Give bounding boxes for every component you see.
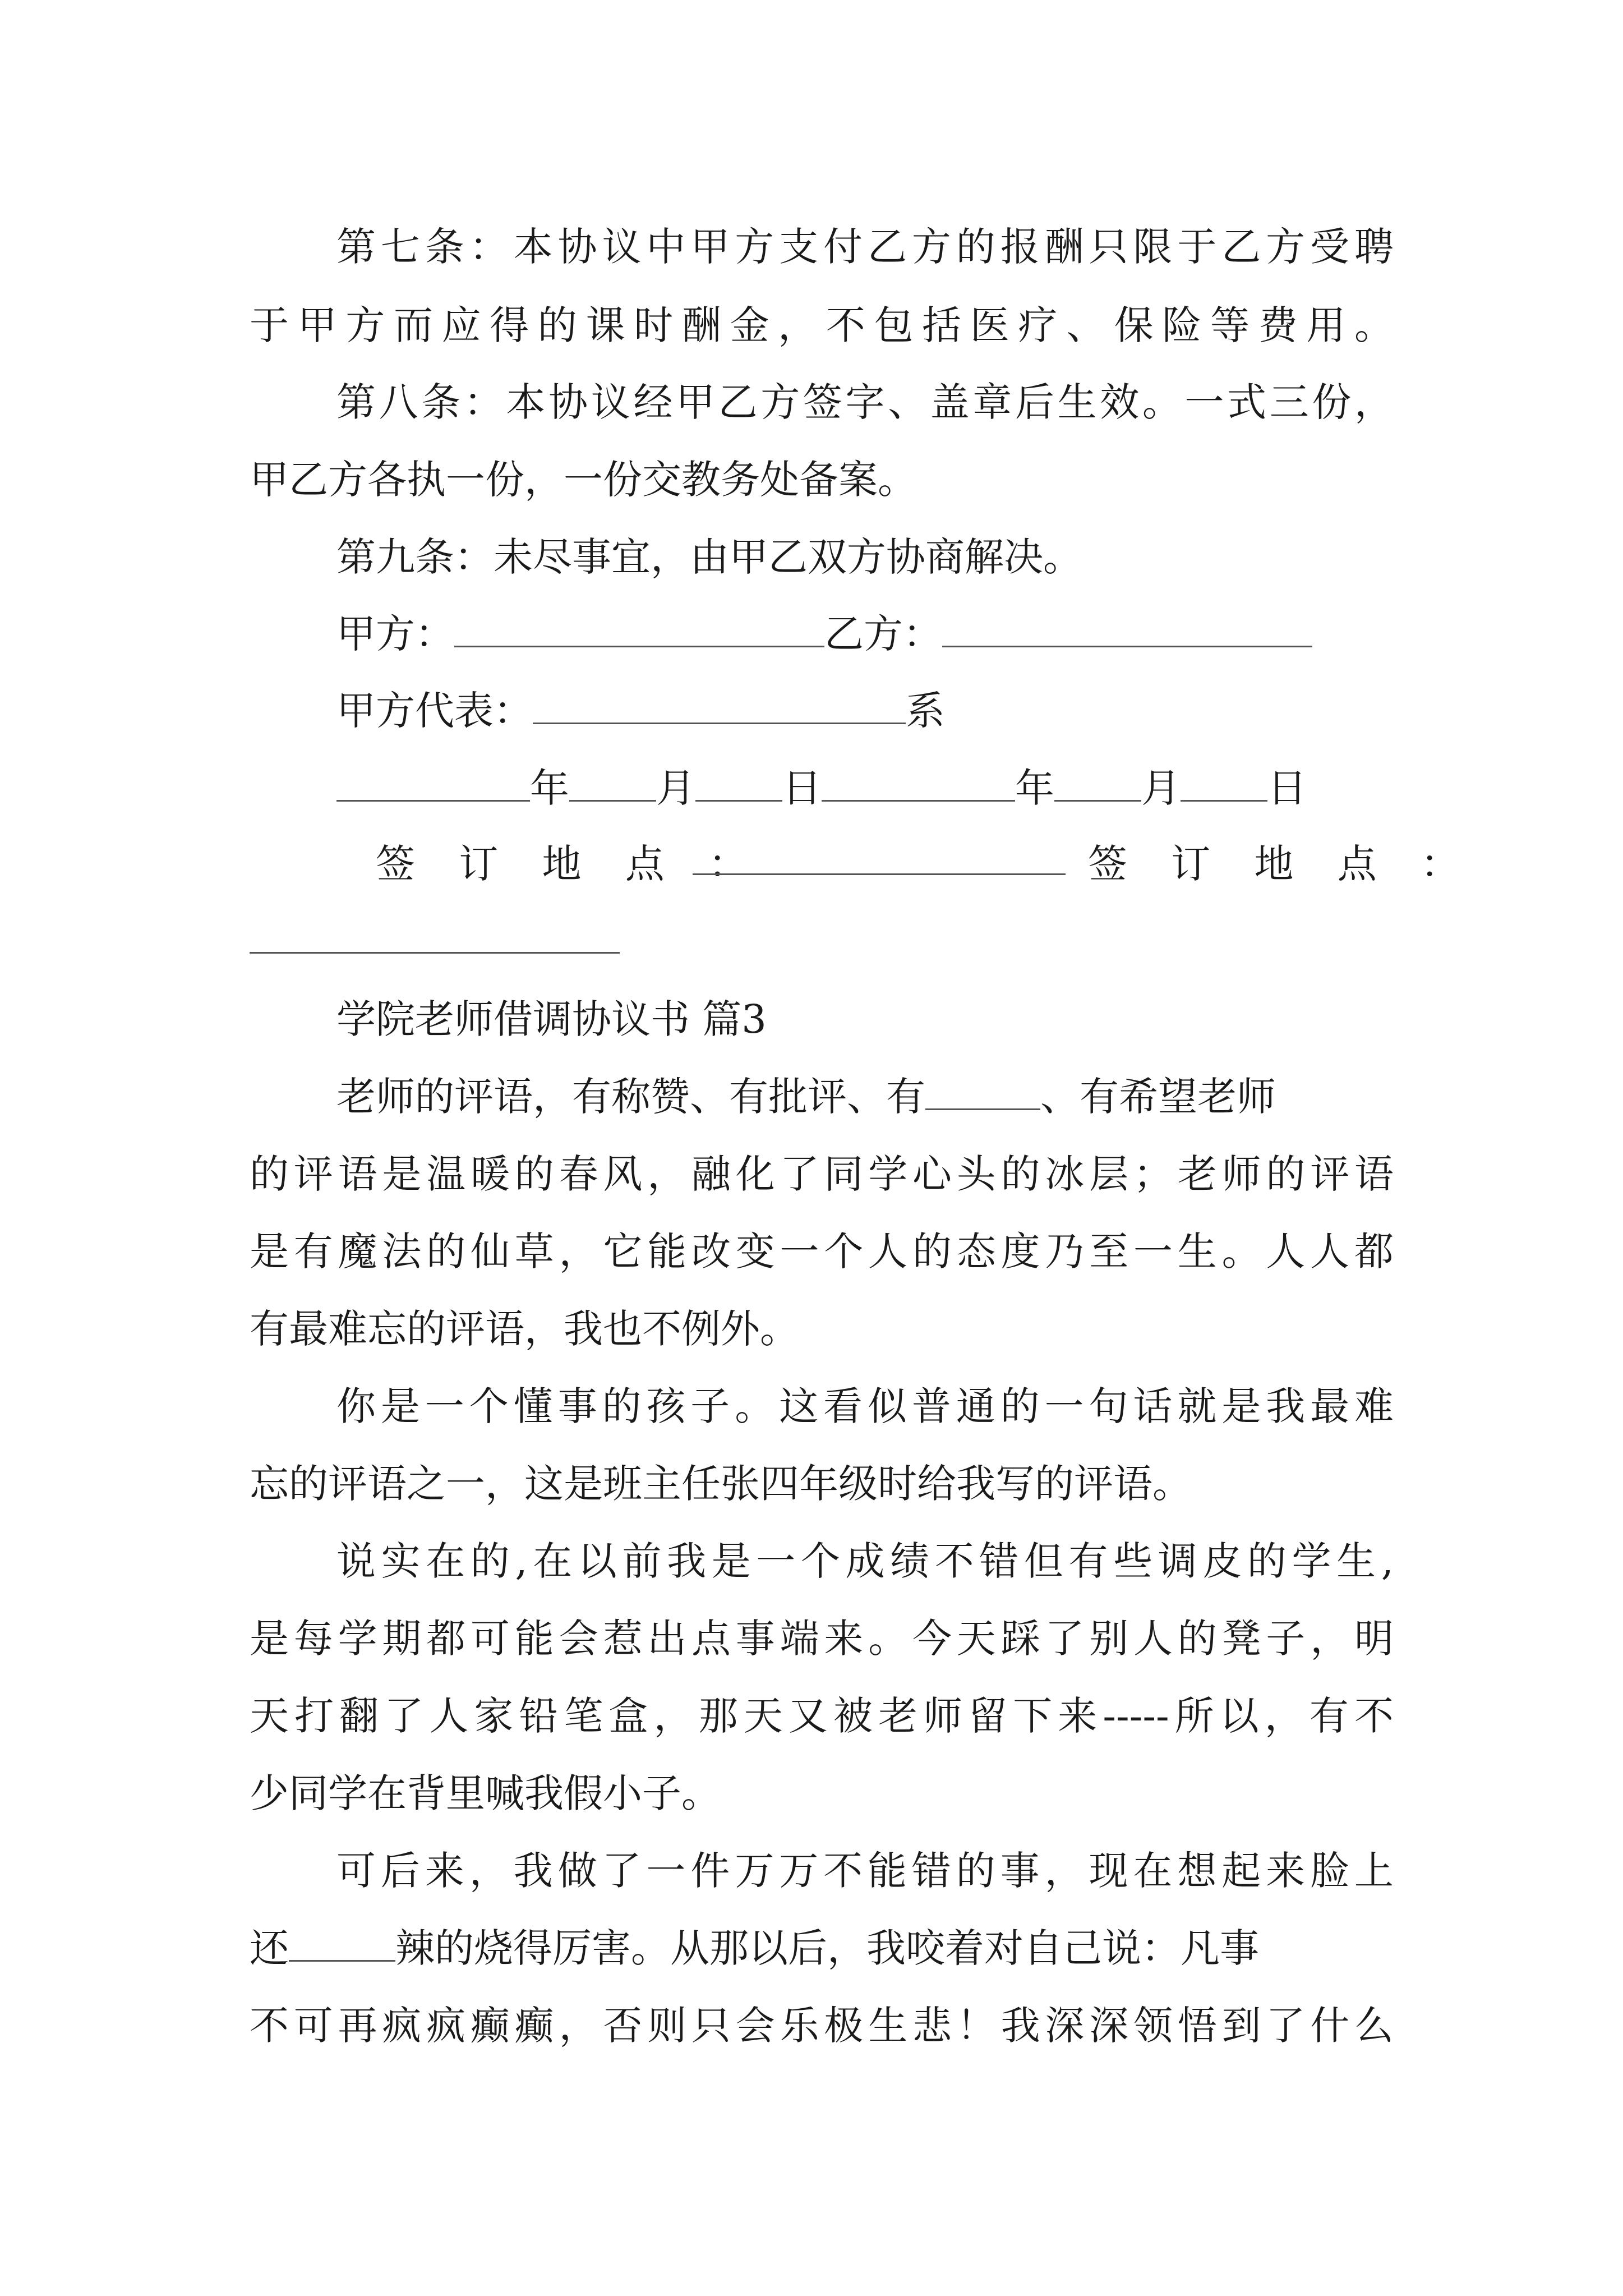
signing-place-a-label: 签 订 地 点 ： bbox=[376, 841, 764, 887]
para-4-blank bbox=[289, 1929, 395, 1962]
party-a-label: 甲方： bbox=[336, 611, 454, 657]
signing-place-a-blank bbox=[693, 873, 1066, 875]
date-b-month-blank bbox=[1054, 769, 1141, 802]
date-a-day: 日 bbox=[782, 765, 822, 811]
para-1-line-1-text-a: 老师的评语，有称赞、有批评、有 bbox=[336, 1074, 925, 1120]
para-3-line-1: 说实在的,在以前我是一个成绩不错但有些调皮的学生, bbox=[336, 1538, 1394, 1584]
party-b-label: 乙方： bbox=[824, 611, 942, 657]
representative-label: 甲方代表： bbox=[336, 688, 533, 734]
date-line bbox=[336, 765, 1307, 811]
para-4-line-2-text-a: 还 bbox=[250, 1925, 289, 1971]
date-a-year: 年 bbox=[530, 765, 569, 811]
para-1-line-1 bbox=[336, 1074, 1276, 1120]
date-b-year-blank bbox=[822, 769, 1015, 802]
para-4-line-2 bbox=[250, 1925, 1259, 1971]
date-b-day-blank bbox=[1181, 769, 1267, 802]
para-2-line-2: 忘的评语之一，这是班主任张四年级时给我写的评语。 bbox=[250, 1461, 1192, 1507]
signing-place-b-blank bbox=[250, 952, 620, 954]
date-a-month: 月 bbox=[656, 765, 695, 811]
date-b-day: 日 bbox=[1267, 765, 1307, 811]
representative-suffix: 系 bbox=[906, 688, 945, 734]
para-3-line-3: 天打翻了人家铅笔盒，那天又被老师留下来-----所以，有不 bbox=[250, 1693, 1394, 1739]
date-b-year: 年 bbox=[1015, 765, 1054, 811]
para-4-line-2-text-b: 辣的烧得厉害。从那以后，我咬着对自己说：凡事 bbox=[395, 1925, 1259, 1971]
representative-line bbox=[336, 688, 945, 734]
signing-place-b-label: 签 订 地 点 ： bbox=[1088, 841, 1476, 887]
article-7-line-2: 于甲方而应得的课时酬金，不包括医疗、保险等费用。 bbox=[250, 302, 1394, 348]
article-9: 第九条：未尽事宜，由甲乙双方协商解决。 bbox=[336, 534, 1082, 580]
article-7-line-1: 第七条：本协议中甲方支付乙方的报酬只限于乙方受聘 bbox=[336, 224, 1394, 270]
para-1-blank bbox=[925, 1077, 1040, 1110]
date-a-year-blank bbox=[336, 769, 530, 802]
date-a-day-blank bbox=[695, 769, 782, 802]
party-line bbox=[336, 611, 1312, 657]
para-1-line-3: 是有魔法的仙草，它能改变一个人的态度乃至一生。人人都 bbox=[250, 1228, 1394, 1274]
para-1-line-4: 有最难忘的评语，我也不例外。 bbox=[250, 1306, 799, 1352]
para-4-line-1: 可后来，我做了一件万万不能错的事，现在想起来脸上 bbox=[336, 1848, 1394, 1894]
section-heading: 学院老师借调协议书 篇3 bbox=[336, 996, 767, 1042]
representative-blank bbox=[533, 691, 906, 724]
article-8-line-1: 第八条：本协议经甲乙方签字、盖章后生效。一式三份， bbox=[336, 379, 1394, 425]
para-2-line-1: 你是一个懂事的孩子。这看似普通的一句话就是我最难 bbox=[336, 1383, 1394, 1429]
para-4-line-3: 不可再疯疯癫癫，否则只会乐极生悲！我深深领悟到了什么 bbox=[250, 2003, 1394, 2049]
para-3-line-2: 是每学期都可能会惹出点事端来。今天踩了别人的凳子，明 bbox=[250, 1616, 1394, 1662]
article-8-line-2: 甲乙方各执一份，一份交教务处备案。 bbox=[250, 457, 917, 503]
para-1-line-2: 的评语是温暖的春风，融化了同学心头的冰层；老师的评语 bbox=[250, 1151, 1394, 1197]
date-a-month-blank bbox=[569, 769, 656, 802]
para-3-line-4: 少同学在背里喊我假小子。 bbox=[250, 1770, 721, 1816]
date-b-month: 月 bbox=[1141, 765, 1181, 811]
para-1-line-1-text-b: 、有希望老师 bbox=[1040, 1074, 1276, 1120]
party-b-blank bbox=[942, 614, 1312, 647]
party-a-blank bbox=[454, 614, 824, 647]
